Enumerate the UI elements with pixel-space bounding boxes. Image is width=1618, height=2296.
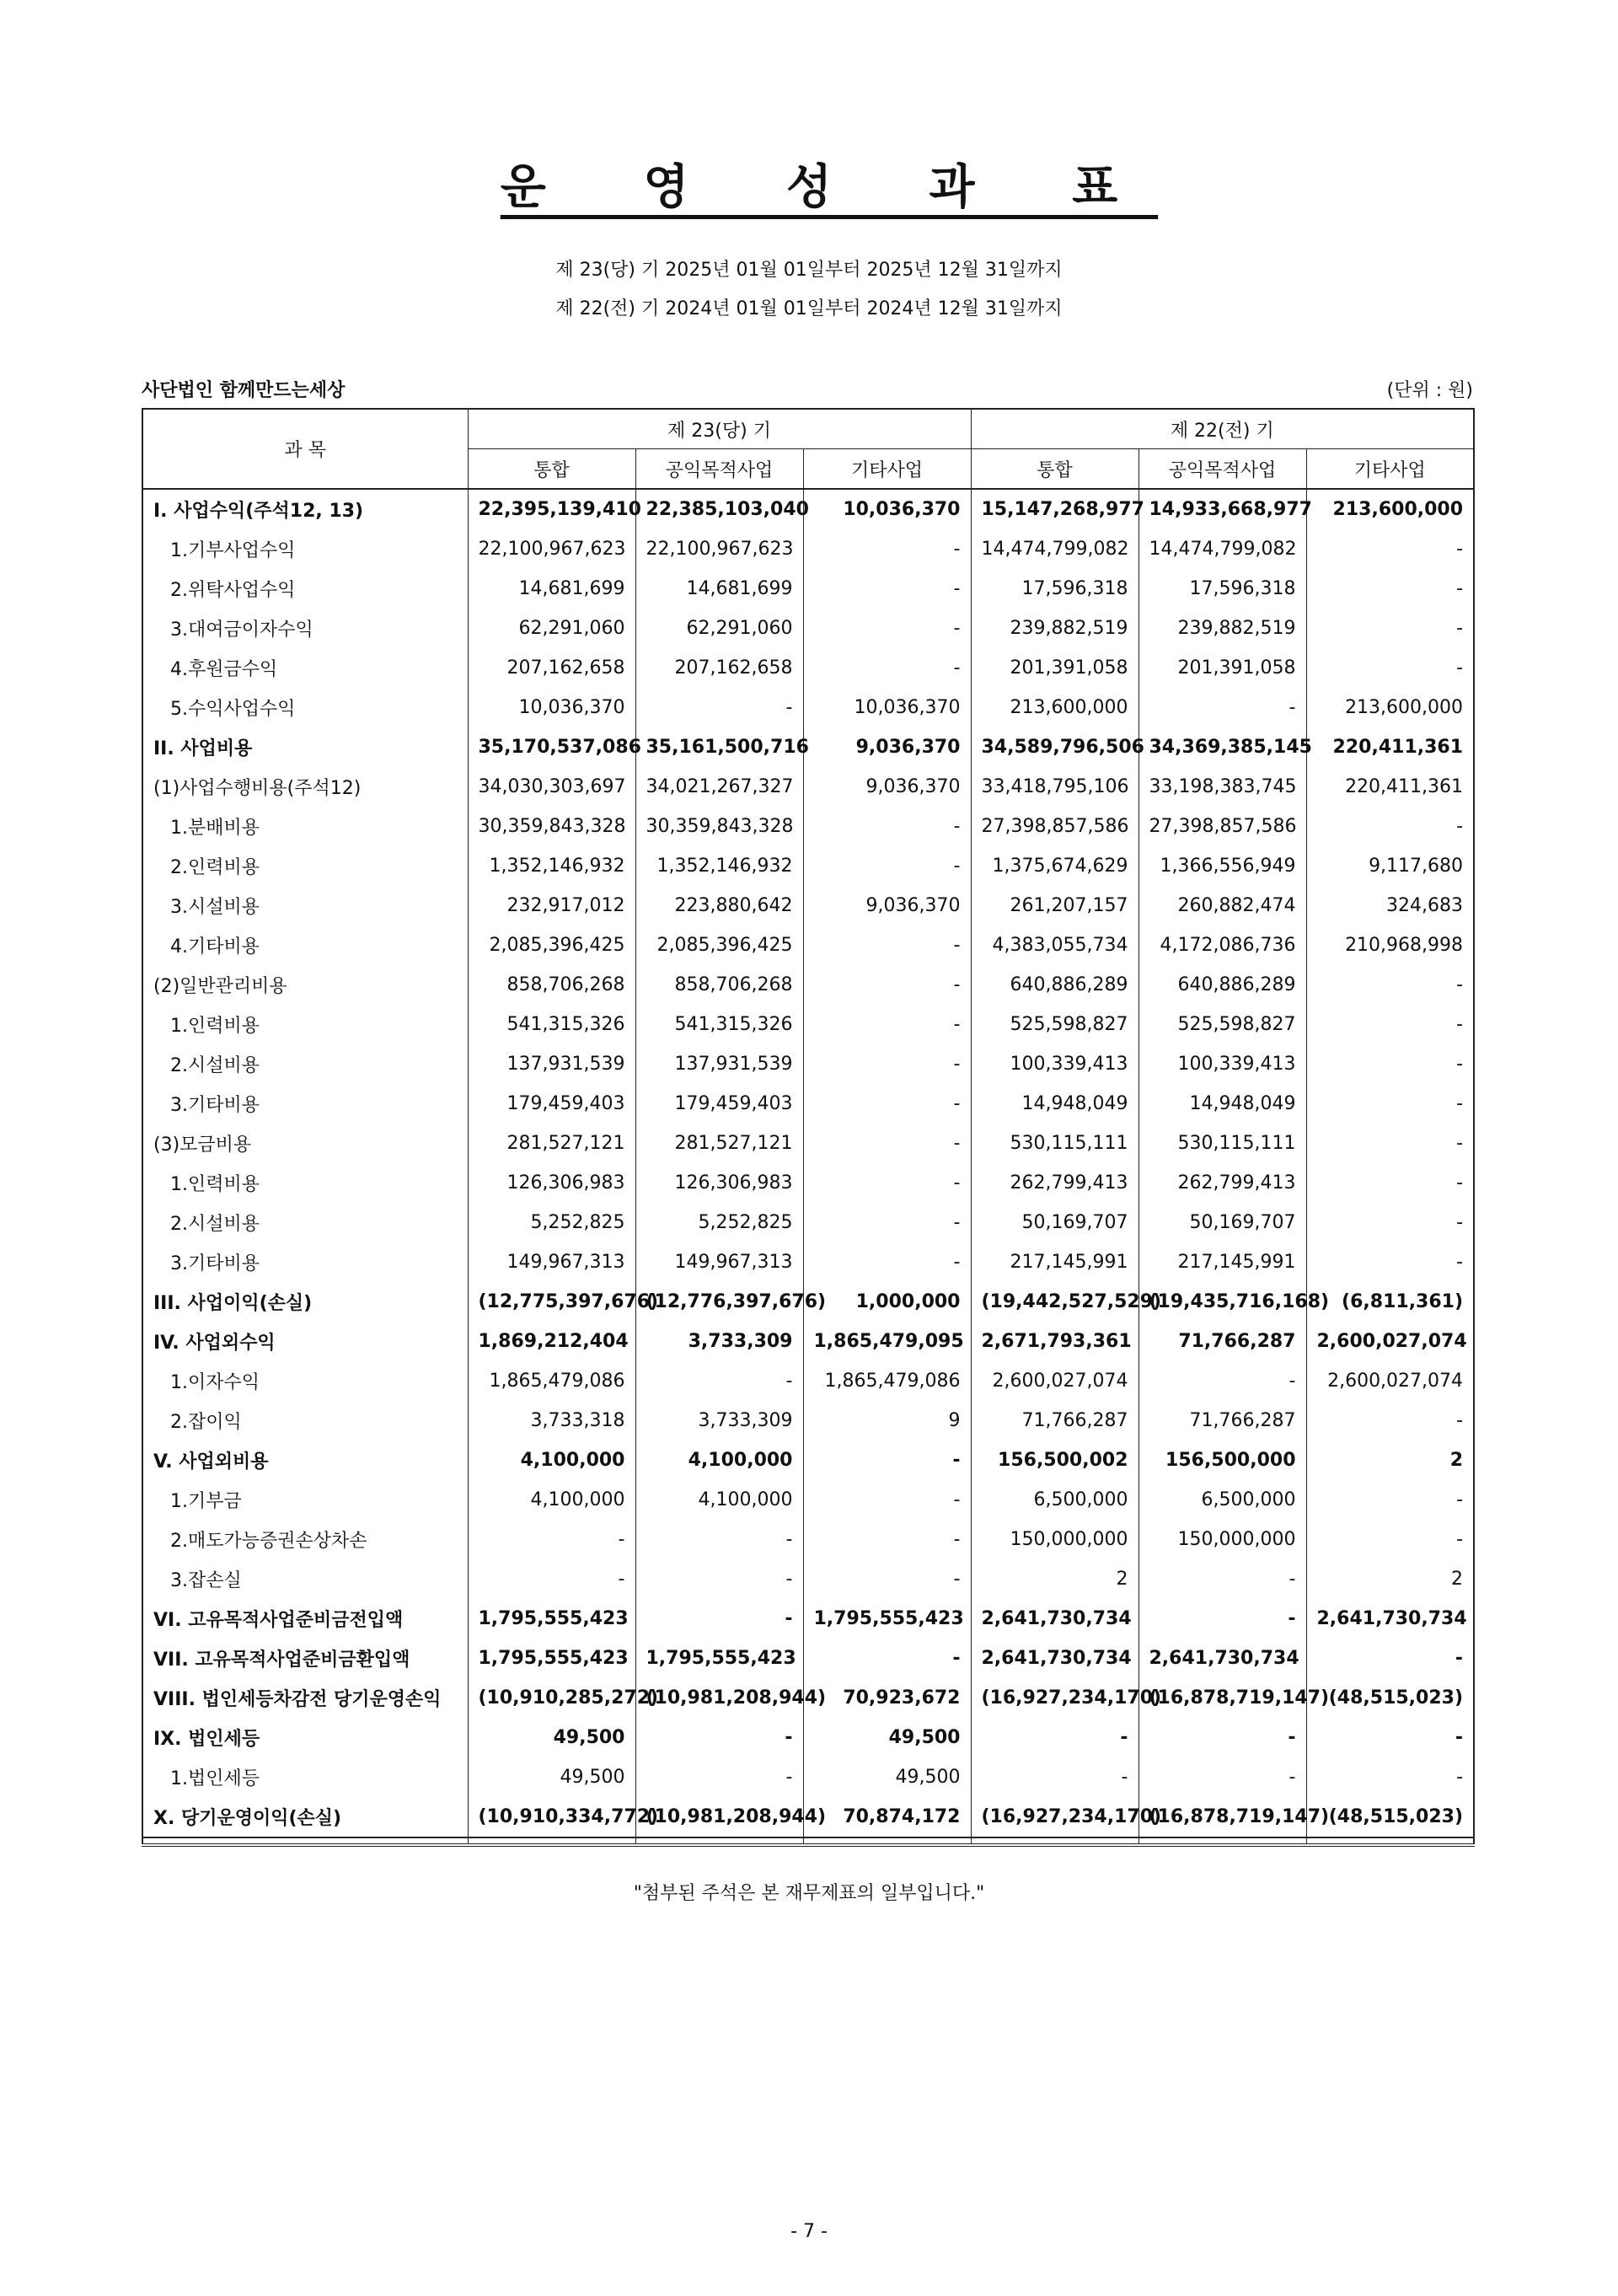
row-label: 2.시설비용	[142, 1203, 468, 1242]
row-value: 324,683	[1306, 886, 1474, 925]
row-value: 150,000,000	[1138, 1520, 1306, 1559]
organization-name: 사단법인 함께만드는세상	[142, 380, 346, 401]
row-label: IV. 사업외수익	[142, 1322, 468, 1361]
footer-cell	[1138, 1837, 1306, 1845]
row-value: 1,865,479,086	[468, 1361, 635, 1401]
row-value: -	[803, 648, 971, 688]
header-col: 기타사업	[1306, 449, 1474, 490]
row-value: 3,733,318	[468, 1401, 635, 1440]
row-label: 2.인력비용	[142, 846, 468, 886]
row-value: 27,398,857,586	[971, 807, 1138, 846]
row-value: 2	[1306, 1559, 1474, 1599]
row-value: -	[1306, 1005, 1474, 1044]
row-value: 10,036,370	[468, 688, 635, 727]
row-value: -	[1306, 1639, 1474, 1678]
table-row	[142, 1361, 1474, 1401]
row-value: 100,339,413	[971, 1044, 1138, 1084]
row-value: 62,291,060	[635, 609, 803, 648]
row-value: -	[1306, 1520, 1474, 1559]
document-title: 운 영 성 과 표	[500, 160, 1159, 215]
row-value: (10,910,334,772)	[468, 1797, 635, 1837]
row-value: 213,600,000	[971, 688, 1138, 727]
row-value: -	[468, 1559, 635, 1599]
table-row	[142, 1242, 1474, 1282]
row-value: -	[1306, 1718, 1474, 1757]
row-value: 35,161,500,716	[635, 727, 803, 767]
row-value: 34,030,303,697	[468, 767, 635, 807]
footer-cell	[803, 1837, 971, 1845]
row-value: 9,036,370	[803, 886, 971, 925]
row-label: II. 사업비용	[142, 727, 468, 767]
table-row	[142, 727, 1474, 767]
row-value: 1,795,555,423	[803, 1599, 971, 1639]
row-label: 4.기타비용	[142, 925, 468, 965]
row-value: -	[803, 965, 971, 1005]
row-value: 5,252,825	[635, 1203, 803, 1242]
table-row	[142, 807, 1474, 846]
row-value: 49,500	[468, 1757, 635, 1797]
row-value: 6,500,000	[1138, 1480, 1306, 1520]
row-value: 33,198,383,745	[1138, 767, 1306, 807]
row-label: (3)모금비용	[142, 1124, 468, 1163]
row-value: 1,000,000	[803, 1282, 971, 1322]
row-label: VIII. 법인세등차감전 당기운영손익	[142, 1678, 468, 1718]
row-value: 49,500	[803, 1757, 971, 1797]
row-value: 2,641,730,734	[971, 1599, 1138, 1639]
row-value: -	[1306, 1203, 1474, 1242]
row-value: 14,681,699	[635, 569, 803, 609]
row-value: -	[1138, 1718, 1306, 1757]
row-value: 14,681,699	[468, 569, 635, 609]
table-row	[142, 648, 1474, 688]
row-value: 2,600,027,074	[1306, 1322, 1474, 1361]
table-row	[142, 1282, 1474, 1322]
row-value: -	[803, 1440, 971, 1480]
row-value: -	[1306, 648, 1474, 688]
footnote: "첨부된 주석은 본 재무제표의 일부입니다."	[633, 1883, 985, 1904]
row-label: 3.시설비용	[142, 886, 468, 925]
row-value: -	[1306, 609, 1474, 648]
row-value: -	[803, 1124, 971, 1163]
row-value: -	[1306, 1124, 1474, 1163]
row-value: 71,766,287	[1138, 1401, 1306, 1440]
row-value: 9,036,370	[803, 727, 971, 767]
row-value: 4,383,055,734	[971, 925, 1138, 965]
row-value: 1,795,555,423	[635, 1639, 803, 1678]
row-value: 858,706,268	[635, 965, 803, 1005]
row-value: -	[1138, 688, 1306, 727]
row-value: -	[803, 1480, 971, 1520]
row-value: -	[1306, 1757, 1474, 1797]
row-value: -	[1306, 569, 1474, 609]
table-row	[142, 1163, 1474, 1203]
row-label: 3.기타비용	[142, 1084, 468, 1124]
row-value: 9,117,680	[1306, 846, 1474, 886]
row-value: 14,948,049	[971, 1084, 1138, 1124]
row-value: 2,600,027,074	[971, 1361, 1138, 1401]
row-value: 530,115,111	[1138, 1124, 1306, 1163]
row-label: III. 사업이익(손실)	[142, 1282, 468, 1322]
row-value: 149,967,313	[635, 1242, 803, 1282]
row-value: 2,671,793,361	[971, 1322, 1138, 1361]
table-row	[142, 1678, 1474, 1718]
table-row	[142, 1005, 1474, 1044]
row-value: -	[803, 1520, 971, 1559]
row-value: 126,306,983	[635, 1163, 803, 1203]
row-value: -	[803, 807, 971, 846]
row-value: (48,515,023)	[1306, 1678, 1474, 1718]
row-value: -	[635, 1599, 803, 1639]
row-value: -	[1138, 1361, 1306, 1401]
row-value: -	[1306, 807, 1474, 846]
row-value: 220,411,361	[1306, 767, 1474, 807]
row-value: 239,882,519	[971, 609, 1138, 648]
header-col: 통합	[971, 449, 1138, 490]
row-value: 150,000,000	[971, 1520, 1138, 1559]
row-value: -	[1138, 1757, 1306, 1797]
row-label: (2)일반관리비용	[142, 965, 468, 1005]
row-value: 149,967,313	[468, 1242, 635, 1282]
row-label: 5.수익사업수익	[142, 688, 468, 727]
period-prior: 제 22(전) 기 2024년 01월 01일부터 2024년 12월 31일까지	[555, 298, 1063, 319]
row-value: 201,391,058	[1138, 648, 1306, 688]
row-value: -	[635, 1757, 803, 1797]
row-value: 156,500,002	[971, 1440, 1138, 1480]
row-value: 239,882,519	[1138, 609, 1306, 648]
row-label: I. 사업수익(주석12, 13)	[142, 489, 468, 529]
row-label: IX. 법인세등	[142, 1718, 468, 1757]
row-value: 27,398,857,586	[1138, 807, 1306, 846]
row-label: 1.기부금	[142, 1480, 468, 1520]
row-value: 223,880,642	[635, 886, 803, 925]
header-prior-period: 제 22(전) 기	[971, 409, 1474, 449]
row-value: 22,385,103,040	[635, 489, 803, 529]
table-row	[142, 965, 1474, 1005]
row-value: -	[803, 609, 971, 648]
row-value: -	[803, 529, 971, 569]
table-row	[142, 1797, 1474, 1837]
row-value: (16,878,719,147)	[1138, 1678, 1306, 1718]
row-value: 30,359,843,328	[468, 807, 635, 846]
header-col: 공익목적사업	[635, 449, 803, 490]
row-value: -	[803, 1084, 971, 1124]
row-value: 1,795,555,423	[468, 1599, 635, 1639]
row-value: 71,766,287	[1138, 1322, 1306, 1361]
row-value: (10,981,208,944)	[635, 1678, 803, 1718]
row-value: 213,600,000	[1306, 489, 1474, 529]
table-footer-rule	[142, 1837, 1474, 1845]
row-label: VII. 고유목적사업준비금환입액	[142, 1639, 468, 1678]
header-col: 통합	[468, 449, 635, 490]
table-row	[142, 1084, 1474, 1124]
row-value: 2	[1306, 1440, 1474, 1480]
row-label: V. 사업외비용	[142, 1440, 468, 1480]
row-value: 1,352,146,932	[468, 846, 635, 886]
row-label: 1.인력비용	[142, 1005, 468, 1044]
row-value: 262,799,413	[971, 1163, 1138, 1203]
row-value: 640,886,289	[971, 965, 1138, 1005]
table-row	[142, 1044, 1474, 1084]
row-value: 220,411,361	[1306, 727, 1474, 767]
row-value: 1,795,555,423	[468, 1639, 635, 1678]
row-value: 530,115,111	[971, 1124, 1138, 1163]
row-value: -	[803, 569, 971, 609]
row-value: -	[1306, 965, 1474, 1005]
row-value: -	[1306, 1401, 1474, 1440]
row-value: 14,474,799,082	[971, 529, 1138, 569]
row-label: 1.인력비용	[142, 1163, 468, 1203]
page-number: - 7 -	[790, 2221, 828, 2242]
row-value: 3,733,309	[635, 1401, 803, 1440]
row-label: 4.후원금수익	[142, 648, 468, 688]
row-value: 14,474,799,082	[1138, 529, 1306, 569]
row-value: 70,874,172	[803, 1797, 971, 1837]
row-value: 4,100,000	[635, 1480, 803, 1520]
row-value: 9	[803, 1401, 971, 1440]
row-value: 281,527,121	[468, 1124, 635, 1163]
row-value: (16,927,234,170)	[971, 1797, 1138, 1837]
row-value: -	[1306, 1044, 1474, 1084]
row-value: 179,459,403	[635, 1084, 803, 1124]
row-label: 1.이자수익	[142, 1361, 468, 1401]
row-value: -	[635, 1718, 803, 1757]
table-row	[142, 925, 1474, 965]
row-value: -	[803, 1639, 971, 1678]
row-value: 207,162,658	[468, 648, 635, 688]
table-row	[142, 489, 1474, 529]
row-value: (10,910,285,272)	[468, 1678, 635, 1718]
row-value: 49,500	[803, 1718, 971, 1757]
table-row	[142, 1559, 1474, 1599]
row-value: 232,917,012	[468, 886, 635, 925]
period-current: 제 23(당) 기 2025년 01월 01일부터 2025년 12월 31일까지	[555, 260, 1063, 281]
row-value: 217,145,991	[1138, 1242, 1306, 1282]
row-value: 126,306,983	[468, 1163, 635, 1203]
row-label: 3.대여금이자수익	[142, 609, 468, 648]
unit-label: (단위 : 원)	[1386, 380, 1473, 401]
row-value: 2,641,730,734	[1306, 1599, 1474, 1639]
row-value: 525,598,827	[971, 1005, 1138, 1044]
row-value: -	[635, 1520, 803, 1559]
row-value: 4,100,000	[468, 1480, 635, 1520]
row-value: 4,172,086,736	[1138, 925, 1306, 965]
row-label: 2.잡이익	[142, 1401, 468, 1440]
row-value: 50,169,707	[971, 1203, 1138, 1242]
row-value: 541,315,326	[468, 1005, 635, 1044]
row-value: 179,459,403	[468, 1084, 635, 1124]
row-value: -	[971, 1757, 1138, 1797]
table-row	[142, 1639, 1474, 1678]
row-value: 213,600,000	[1306, 688, 1474, 727]
row-value: 2,085,396,425	[635, 925, 803, 965]
row-label: 1.분배비용	[142, 807, 468, 846]
row-value: -	[803, 1559, 971, 1599]
row-value: (6,811,361)	[1306, 1282, 1474, 1322]
row-value: 34,021,267,327	[635, 767, 803, 807]
row-value: 1,352,146,932	[635, 846, 803, 886]
row-label: 1.기부사업수익	[142, 529, 468, 569]
table-row	[142, 609, 1474, 648]
row-value: 2,641,730,734	[1138, 1639, 1306, 1678]
row-value: 4,100,000	[635, 1440, 803, 1480]
table-row	[142, 1440, 1474, 1480]
row-value: -	[803, 846, 971, 886]
table-row	[142, 767, 1474, 807]
row-value: -	[635, 1361, 803, 1401]
row-value: 137,931,539	[635, 1044, 803, 1084]
operating-results-table	[142, 408, 1475, 1847]
row-value: 3,733,309	[635, 1322, 803, 1361]
row-value: 217,145,991	[971, 1242, 1138, 1282]
row-value: 4,100,000	[468, 1440, 635, 1480]
row-label: 3.기타비용	[142, 1242, 468, 1282]
row-label: X. 당기운영이익(손실)	[142, 1797, 468, 1837]
row-value: (12,776,397,676)	[635, 1282, 803, 1322]
table-row	[142, 1757, 1474, 1797]
row-value: 10,036,370	[803, 489, 971, 529]
row-value: 10,036,370	[803, 688, 971, 727]
header-col: 공익목적사업	[1138, 449, 1306, 490]
row-value: (16,878,719,147)	[1138, 1797, 1306, 1837]
footer-cell	[1306, 1837, 1474, 1845]
header-subject: 과 목	[142, 409, 468, 489]
row-value: 858,706,268	[468, 965, 635, 1005]
row-value: 35,170,537,086	[468, 727, 635, 767]
table-row	[142, 569, 1474, 609]
table-row	[142, 1124, 1474, 1163]
row-value: 34,369,385,145	[1138, 727, 1306, 767]
row-value: 50,169,707	[1138, 1203, 1306, 1242]
row-value: 70,923,672	[803, 1678, 971, 1718]
row-value: 1,375,674,629	[971, 846, 1138, 886]
row-value: 14,933,668,977	[1138, 489, 1306, 529]
row-value: 201,391,058	[971, 648, 1138, 688]
row-value: 100,339,413	[1138, 1044, 1306, 1084]
row-value: -	[1138, 1599, 1306, 1639]
row-value: 262,799,413	[1138, 1163, 1306, 1203]
row-value: 640,886,289	[1138, 965, 1306, 1005]
row-value: 22,100,967,623	[468, 529, 635, 569]
table-row	[142, 1322, 1474, 1361]
row-value: 2,641,730,734	[971, 1639, 1138, 1678]
table-row	[142, 886, 1474, 925]
row-value: (16,927,234,170)	[971, 1678, 1138, 1718]
row-value: 9,036,370	[803, 767, 971, 807]
row-value: -	[635, 688, 803, 727]
row-value: -	[1306, 1242, 1474, 1282]
row-value: -	[1306, 1480, 1474, 1520]
row-value: 30,359,843,328	[635, 807, 803, 846]
row-value: (10,981,208,944)	[635, 1797, 803, 1837]
row-value: 156,500,000	[1138, 1440, 1306, 1480]
row-value: -	[803, 1005, 971, 1044]
row-value: 1,865,479,086	[803, 1361, 971, 1401]
row-value: 2,600,027,074	[1306, 1361, 1474, 1401]
row-value: 22,100,967,623	[635, 529, 803, 569]
row-label: 2.위탁사업수익	[142, 569, 468, 609]
row-value: 1,865,479,095	[803, 1322, 971, 1361]
row-value: 260,882,474	[1138, 886, 1306, 925]
row-value: 2,085,396,425	[468, 925, 635, 965]
row-value: 6,500,000	[971, 1480, 1138, 1520]
row-label: 3.잡손실	[142, 1559, 468, 1599]
table-row	[142, 846, 1474, 886]
row-label: (1)사업수행비용(주석12)	[142, 767, 468, 807]
row-value: -	[803, 1044, 971, 1084]
row-value: -	[803, 1203, 971, 1242]
row-value: -	[1306, 1084, 1474, 1124]
row-value: (19,435,716,168)	[1138, 1282, 1306, 1322]
header-current-period: 제 23(당) 기	[468, 409, 971, 449]
row-value: -	[635, 1559, 803, 1599]
header-col: 기타사업	[803, 449, 971, 490]
row-value: 17,596,318	[1138, 569, 1306, 609]
row-value: (12,775,397,676)	[468, 1282, 635, 1322]
row-value: 15,147,268,977	[971, 489, 1138, 529]
row-value: 14,948,049	[1138, 1084, 1306, 1124]
row-value: -	[803, 925, 971, 965]
table-row	[142, 1203, 1474, 1242]
row-value: (19,442,527,529)	[971, 1282, 1138, 1322]
row-value: -	[803, 1242, 971, 1282]
table-body	[142, 489, 1474, 1845]
row-value: 207,162,658	[635, 648, 803, 688]
row-value: 281,527,121	[635, 1124, 803, 1163]
row-value: -	[971, 1718, 1138, 1757]
row-value: -	[1306, 1163, 1474, 1203]
table-row	[142, 1718, 1474, 1757]
table-row	[142, 688, 1474, 727]
footer-cell	[468, 1837, 635, 1845]
table-row	[142, 1520, 1474, 1559]
table-row	[142, 529, 1474, 569]
row-value: -	[1306, 529, 1474, 569]
row-value: 2	[971, 1559, 1138, 1599]
row-value: 1,366,556,949	[1138, 846, 1306, 886]
row-value: -	[468, 1520, 635, 1559]
row-value: 17,596,318	[971, 569, 1138, 609]
row-value: (48,515,023)	[1306, 1797, 1474, 1837]
table-row	[142, 1480, 1474, 1520]
row-value: 541,315,326	[635, 1005, 803, 1044]
row-label: 1.법인세등	[142, 1757, 468, 1797]
row-label: 2.매도가능증권손상차손	[142, 1520, 468, 1559]
row-value: 33,418,795,106	[971, 767, 1138, 807]
footer-cell	[142, 1837, 468, 1845]
footer-cell	[635, 1837, 803, 1845]
row-value: -	[803, 1163, 971, 1203]
row-value: 71,766,287	[971, 1401, 1138, 1440]
table-row	[142, 1599, 1474, 1639]
row-value: 1,869,212,404	[468, 1322, 635, 1361]
row-value: 34,589,796,506	[971, 727, 1138, 767]
footer-cell	[971, 1837, 1138, 1845]
row-label: VI. 고유목적사업준비금전입액	[142, 1599, 468, 1639]
row-value: 137,931,539	[468, 1044, 635, 1084]
row-label: 2.시설비용	[142, 1044, 468, 1084]
row-value: 525,598,827	[1138, 1005, 1306, 1044]
row-value: -	[1138, 1559, 1306, 1599]
row-value: 62,291,060	[468, 609, 635, 648]
row-value: 261,207,157	[971, 886, 1138, 925]
row-value: 22,395,139,410	[468, 489, 635, 529]
row-value: 5,252,825	[468, 1203, 635, 1242]
row-value: 210,968,998	[1306, 925, 1474, 965]
table-row	[142, 1401, 1474, 1440]
row-value: 49,500	[468, 1718, 635, 1757]
